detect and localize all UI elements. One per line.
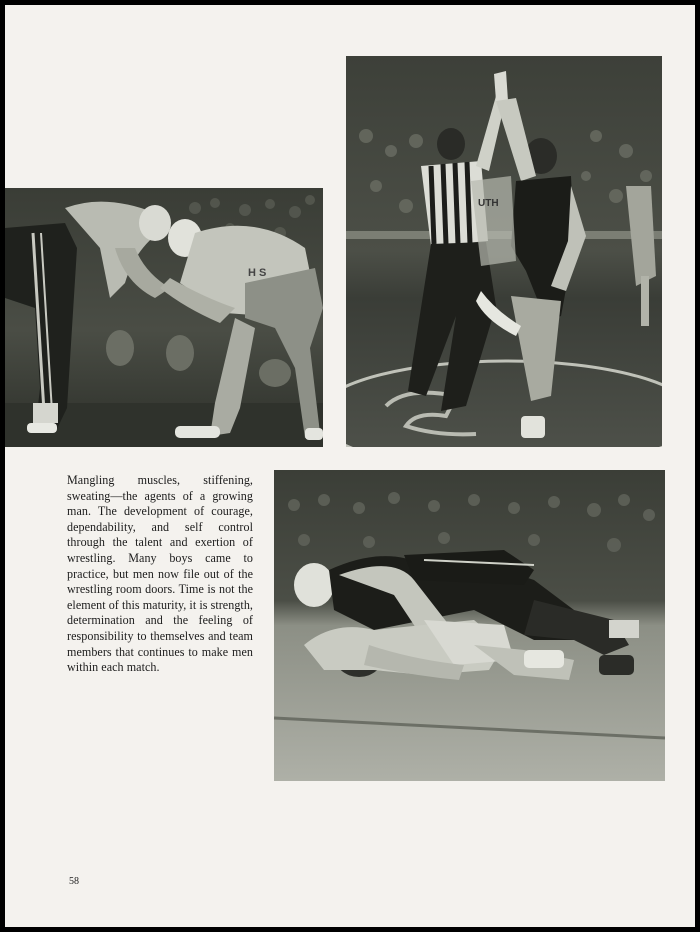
svg-text:H S: H S xyxy=(248,267,267,279)
yearbook-page xyxy=(5,5,695,927)
photo-wrestlers-on-mat xyxy=(274,470,665,781)
photo-referee-raising-hand xyxy=(346,56,662,447)
body-paragraph: Mangling muscles, stiffening, sweating—the agents of a growing man. The development of courage, dependability, and self control through the talent and exertion of wrestling. Many boys came to practice, but men now file out of the wrestling room doors. Time is not the element of this maturity, it is strength, determination and the feeling of responsibility to themselves and team members that continues to make men within each match. xyxy=(67,473,254,675)
page-number: 58 xyxy=(69,876,79,887)
svg-text:UTH: UTH xyxy=(478,198,499,209)
photo-wrestlers-grappling xyxy=(5,188,323,447)
